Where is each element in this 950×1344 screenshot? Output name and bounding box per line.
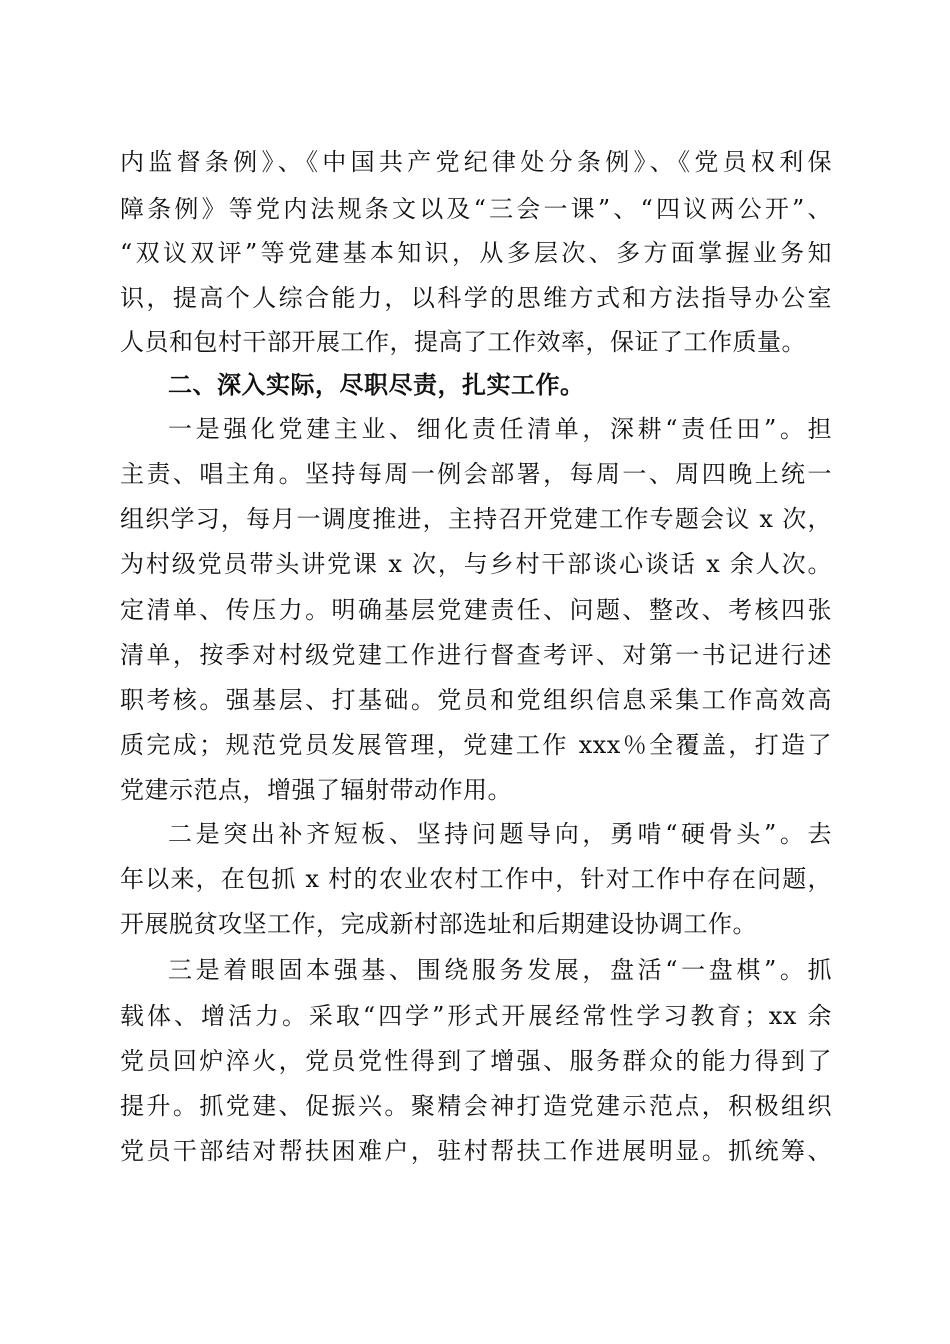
text-line: 人员和包村干部开展工作，提高了工作效率，保证了工作质量。 xyxy=(120,328,806,356)
text-line: 职考核。强基层、打基础。党员和党组织信息采集工作高效高 xyxy=(120,686,832,714)
text-line: 党建示范点，增强了辐射带动作用。 xyxy=(120,776,512,804)
text-line: 三是着眼固本强基、围绕服务发展，盘活“一盘棋”。抓 xyxy=(168,956,832,984)
text-line: 党员回炉淬火，党员党性得到了增强、服务群众的能力得到了 xyxy=(120,1047,832,1075)
text-line: 障条例》等党内法规条文以及“三会一课”、“四议两公开”、 xyxy=(120,195,832,223)
text-line: 识，提高个人综合能力，以科学的思维方式和方法指导办公室 xyxy=(120,284,832,312)
text-line: 载体、增活力。采取“四学”形式开展经常性学习教育；xx 余 xyxy=(120,1002,832,1030)
text-line: 开展脱贫攻坚工作，完成新村部选址和后期建设协调工作。 xyxy=(120,910,757,938)
text-line: 为村级党员带头讲党课 x 次，与乡村干部谈心谈话 x 余人次。 xyxy=(120,550,832,578)
text-line: 二是突出补齐短板、坚持问题导向，勇啃“硬骨头”。去 xyxy=(168,820,832,848)
text-line: 党员干部结对帮扶困难户，驻村帮扶工作进展明显。抓统筹、 xyxy=(120,1137,832,1165)
text-line: 定清单、传压力。明确基层党建责任、问题、整改、考核四张 xyxy=(120,596,832,624)
text-line: 内监督条例》、《中国共产党纪律处分条例》、《党员权利保 xyxy=(120,148,832,176)
text-line: 一是强化党建主业、细化责任清单，深耕“责任田”。担 xyxy=(168,415,832,443)
text-line: 主责、唱主角。坚持每周一例会部署，每周一、周四晚上统一 xyxy=(120,460,832,488)
text-line: 年以来，在包抓 x 村的农业农村工作中，针对工作中存在问题， xyxy=(120,865,832,893)
text-line: 组织学习，每月一调度推进，主持召开党建工作专题会议 x 次， xyxy=(120,505,832,533)
section-heading: 二、深入实际，尽职尽责，扎实工作。 xyxy=(168,370,585,399)
text-line: 清单，按季对村级党建工作进行督查考评、对第一书记进行述 xyxy=(120,641,832,669)
text-line: 提升。抓党建、促振兴。聚精会神打造党建示范点，积极组织 xyxy=(120,1092,832,1120)
text-line: “双议双评”等党建基本知识，从多层次、多方面掌握业务知 xyxy=(120,239,832,267)
text-line: 质完成；规范党员发展管理，党建工作 xxx％全覆盖，打造了 xyxy=(120,731,832,759)
